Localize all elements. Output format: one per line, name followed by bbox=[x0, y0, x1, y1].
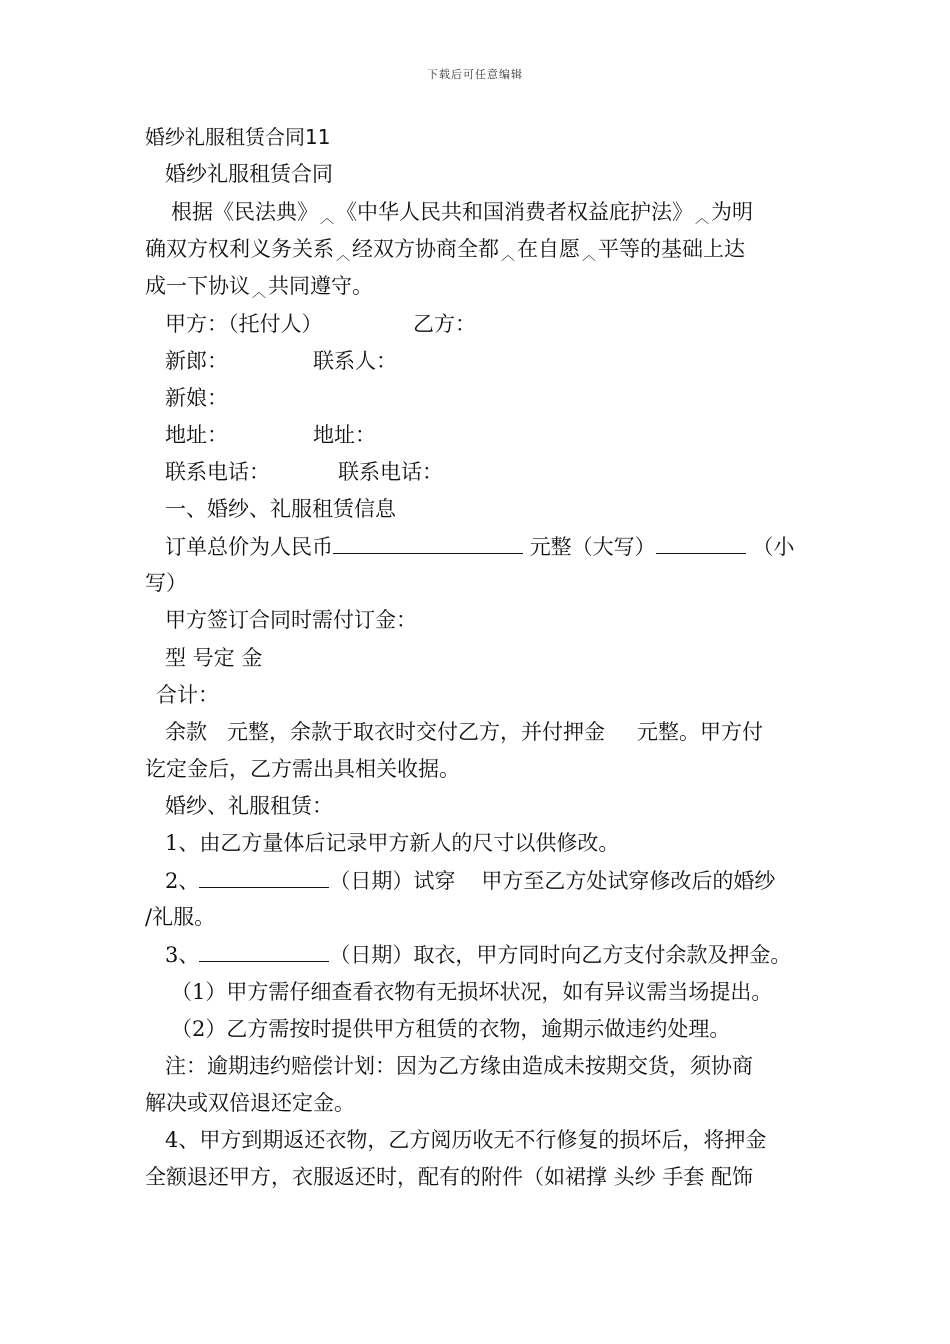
section-heading: 一、婚纱、礼服租赁信息 bbox=[165, 497, 396, 521]
rental-item-4: 4、甲方到期返还衣物，乙方阅历收无不行修复的损坏后，将押金 bbox=[165, 1128, 767, 1152]
contact-person-label: 联系人： bbox=[313, 349, 397, 373]
address-a-label: 地址： bbox=[165, 423, 228, 447]
sub-item-1: （1）甲方需仔细查看衣物有无损坏状况，如有异议需当场提出。 bbox=[171, 980, 773, 1004]
bride-label: 新娘： bbox=[165, 386, 228, 410]
intro-text: 共同遵守。 bbox=[268, 274, 373, 298]
intro-text: 在自愿 bbox=[517, 237, 580, 261]
total-lowercase-end: 写） bbox=[145, 571, 187, 595]
balance-text: 元整，余款于取衣时交付乙方，并付押金 bbox=[227, 720, 605, 744]
caret-mark: ︿ bbox=[501, 248, 515, 264]
rental-item-4-cont: 全额退还甲方，衣服返还时，配有的附件（如裙撑 头纱 手套 配饰 bbox=[145, 1165, 754, 1189]
address-b-label: 地址： bbox=[313, 423, 376, 447]
caret-mark: ︿ bbox=[695, 211, 709, 227]
caret-mark: ︿ bbox=[582, 248, 596, 264]
balance-line-1 bbox=[165, 719, 763, 745]
total-label: 订单总价为人民币 bbox=[165, 535, 333, 559]
intro-text: 经双方协商全都 bbox=[352, 237, 499, 261]
note-line-1: 注：逾期违约赔偿计划：因为乙方缘由造成未按期交货，须协商 bbox=[165, 1054, 753, 1078]
intro-text: 《中华人民共和国消费者权益庇护法》 bbox=[336, 200, 693, 224]
sub-item-2: （2）乙方需按时提供甲方租赁的衣物，逾期示做违约处理。 bbox=[171, 1017, 731, 1041]
balance-text-end: 元整。甲方付 bbox=[637, 720, 763, 744]
item-number: 3、 bbox=[165, 943, 200, 967]
fitting-text-end: 甲方至乙方处试穿修改后的婚纱 bbox=[481, 869, 776, 893]
intro-text: 确双方权利义务关系 bbox=[145, 237, 334, 261]
phone-b-label: 联系电话： bbox=[338, 460, 443, 484]
model-deposit-line: 型 号定 金 bbox=[165, 646, 263, 670]
caret-mark: ︿ bbox=[336, 248, 350, 264]
caret-mark: ︿ bbox=[320, 211, 334, 227]
rental-heading: 婚纱、礼服租赁： bbox=[165, 794, 333, 818]
contract-subtitle: 婚纱礼服租赁合同 bbox=[165, 162, 333, 186]
rental-item-3 bbox=[165, 941, 791, 968]
party-b-label: 乙方： bbox=[413, 312, 476, 336]
total-lowercase-label: （小 bbox=[752, 535, 795, 559]
intro-text: 成一下协议 bbox=[145, 274, 250, 298]
total-uppercase-label: 元整（大写） bbox=[529, 535, 656, 559]
amount-lowercase-blank-field[interactable] bbox=[656, 533, 746, 554]
groom-label: 新郎： bbox=[165, 349, 228, 373]
caret-mark: ︿ bbox=[252, 285, 266, 301]
deposit-line: 甲方签订合同时需付订金： bbox=[165, 608, 417, 632]
document-title: 婚纱礼服租赁合同11 bbox=[145, 125, 331, 149]
fitting-text: （日期）试穿 bbox=[329, 869, 456, 893]
sum-line: 合计： bbox=[156, 683, 219, 707]
intro-line-3 bbox=[145, 273, 373, 306]
pickup-text: （日期）取衣，甲方同时向乙方支付余款及押金。 bbox=[329, 943, 792, 967]
intro-text: 平等的基础上达 bbox=[598, 237, 745, 261]
rental-item-1: 1、由乙方量体后记录甲方新人的尺寸以供修改。 bbox=[165, 831, 620, 855]
item-number: 2、 bbox=[165, 869, 200, 893]
balance-line-2: 讫定金后，乙方需出具相关收据。 bbox=[145, 757, 460, 781]
rental-item-2-end: /礼服。 bbox=[145, 905, 216, 929]
page-header: 下载后可任意编辑 bbox=[427, 68, 523, 81]
intro-line-1 bbox=[171, 199, 753, 232]
intro-line-2 bbox=[145, 236, 745, 269]
intro-text: 根据《民法典》 bbox=[171, 200, 318, 224]
rental-item-2 bbox=[165, 867, 775, 894]
total-price-line bbox=[165, 533, 794, 560]
intro-text: 为明 bbox=[711, 200, 753, 224]
amount-blank-field[interactable] bbox=[333, 533, 523, 554]
note-line-2: 解决或双倍退还定金。 bbox=[145, 1091, 355, 1115]
pickup-date-blank-field[interactable] bbox=[199, 941, 329, 962]
party-a-label: 甲方：（托付人） bbox=[165, 312, 323, 336]
fitting-date-blank-field[interactable] bbox=[199, 867, 329, 888]
balance-label: 余款 bbox=[165, 720, 207, 744]
phone-a-label: 联系电话： bbox=[165, 460, 270, 484]
